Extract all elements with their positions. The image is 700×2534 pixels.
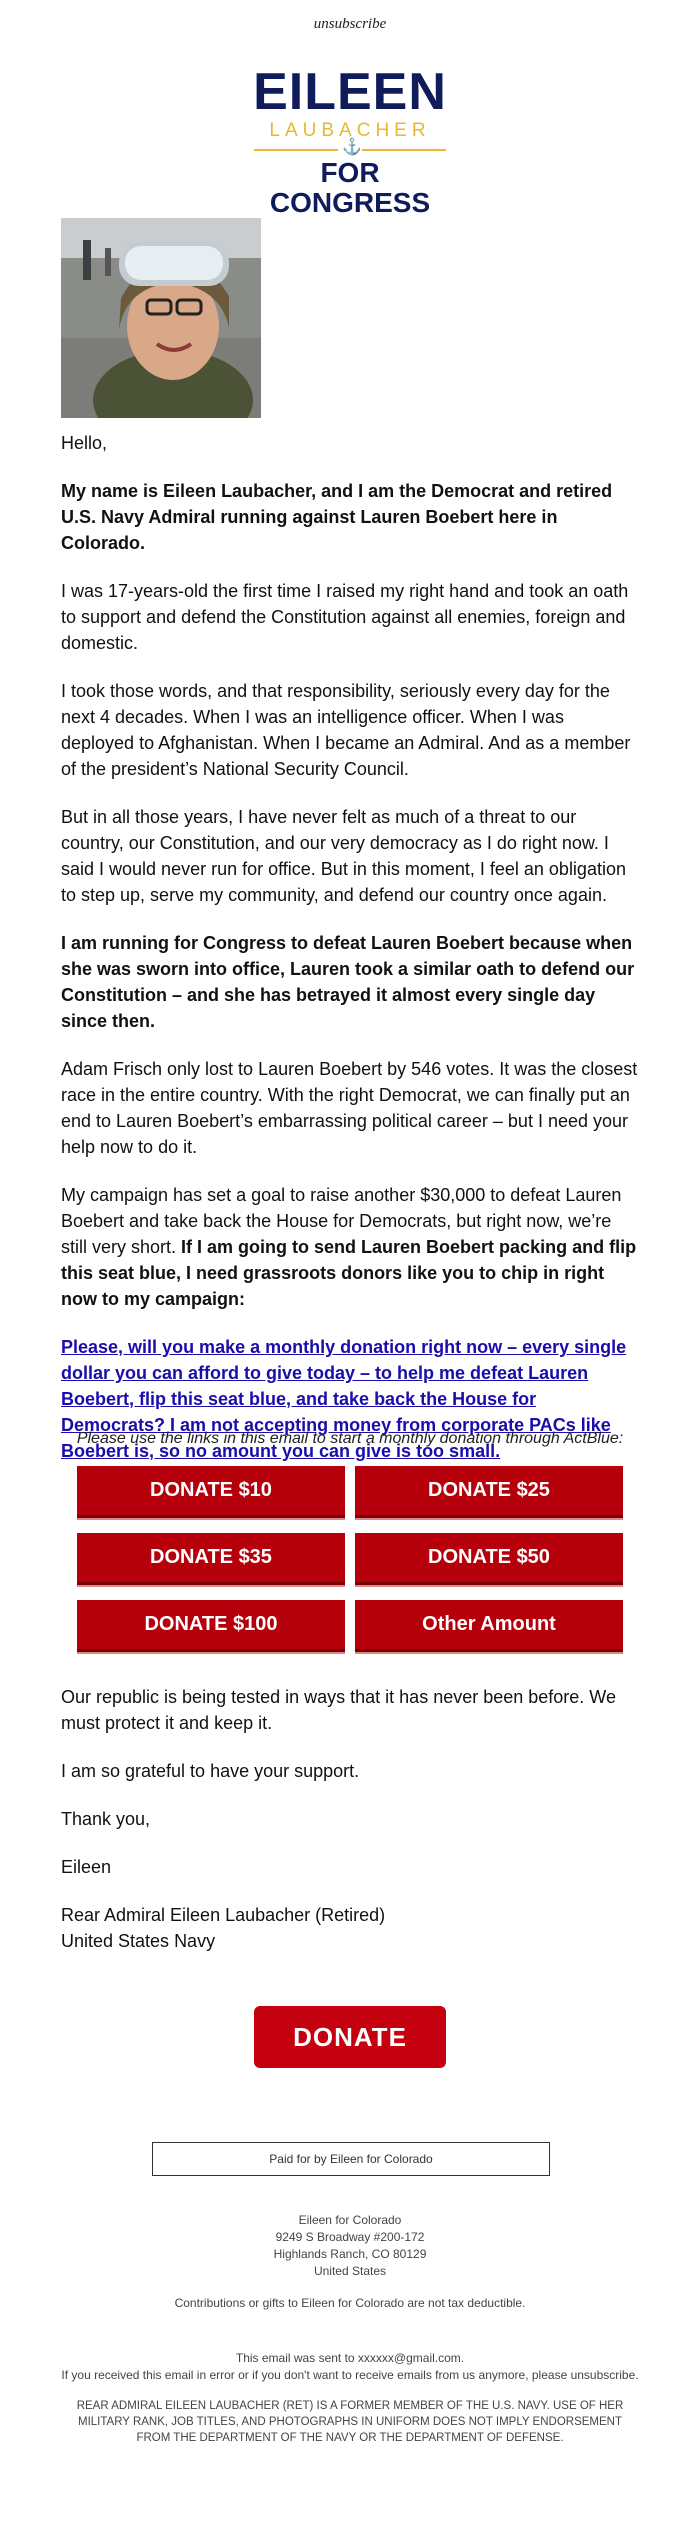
footer-sent-to: This email was sent to xxxxxx@gmail.com. [235,2351,465,2365]
monthly-donation-link[interactable]: Please, will you make a monthly donation right now – every single dollar you can afford to give today – to help me defeat Lauren Boebert, flip this seat blue, and take back the House for Democrats? I am not accepting money from corporate PACs like Boebert is, so no amount you can give is too small. [61,1337,627,1461]
paid-for-box: Paid for by Eileen for Colorado [152,2142,550,2176]
actblue-note: Please use the links in this email to start a monthly donation through ActBlue: [76,1430,624,1447]
donate-button[interactable]: DONATE [254,2006,446,2068]
goal-text: My campaign has set a goal to raise another $30,000 to defeat Lauren Boebert and take back the House for Democrats, but right now, we’re still very short. [61,1185,622,1257]
footer-unsubscribe-note[interactable]: If you received this email in error or if you don't want to receive emails from us anymore, please unsubscribe. [61,2368,639,2382]
greeting: Hello, [61,433,108,453]
donate-50-button[interactable]: DONATE $50 [355,1533,623,1585]
anchor-icon: ⚓ [342,139,362,156]
goal-ask: If I am going to send Lauren Boebert packing and flip this seat blue, I need grassroots donors like you to chip in right now to my campaign: [61,1237,637,1309]
sign-off: Thank you, [61,1809,151,1829]
email-body [61,430,639,1486]
paragraph-service: I took those words, and that responsibility, seriously every day for the next 4 decades. When I was an intelligence officer. When I was deployed to Afghanistan. When I became an Admiral. And as a member of the president’s National Security Council. [61,681,631,779]
footer-sent-note [0,2350,700,2384]
footer-city: Highlands Ranch, CO 80129 [273,2247,427,2261]
intro-paragraph: My name is Eileen Laubacher, and I am the Democrat and retired U.S. Navy Admiral running against Lauren Boebert here in Colorado. [61,481,613,553]
signature-title [61,1902,639,1954]
footer-address [0,2212,700,2280]
candidate-photo [61,218,261,418]
paragraph-oath: I was 17-years-old the first time I raised my right hand and took an oath to support and defend the Constitution against all enemies, foreign and domestic. [61,581,629,653]
donate-25-button[interactable]: DONATE $25 [355,1466,623,1518]
footer-legal-disclaimer: REAR ADMIRAL EILEEN LAUBACHER (RET) IS A FORMER MEMBER OF THE U.S. NAVY. USE OF HER MILITARY RANK, JOB TITLES, AND PHOTOGRAPHS IN UNIFORM DOES NOT IMPLY ENDORSEMENT FROM THE DEPARTMENT OF THE NAVY OR THE DEPARTMENT OF DEFENSE. [76,2400,624,2444]
paragraph-republic: Our republic is being tested in ways that it has never been before. We must protect it and keep it. [61,1687,616,1733]
paragraph-threat: But in all those years, I have never felt as much of a threat to our country, our Constitution, and our very democracy as I do right now. I said I would never run for office. But in this moment, I feel an obligation to step up, serve my community, and defend our country once again. [61,807,626,905]
donate-35-button[interactable]: DONATE $35 [77,1533,345,1585]
logo-surname: LAUBACHER [269,120,431,141]
paragraph-frisch: Adam Frisch only lost to Lauren Boebert by 546 votes. It was the closest race in the entire country. With the right Democrat, we can finally put an end to Lauren Boebert’s embarrassing political career – but I need your help now to do it. [61,1059,638,1157]
logo-name: EILEEN [253,63,447,121]
logo-tagline: FOR CONGRESS [269,157,431,218]
logo-divider [254,139,446,156]
donate-100-button[interactable]: DONATE $100 [77,1600,345,1652]
email-closing [61,1684,639,1976]
donate-other-button[interactable]: Other Amount [355,1600,623,1652]
footer-street: 9249 S Broadway #200-172 [275,2230,425,2244]
footer-country: United States [313,2264,387,2278]
unsubscribe-link[interactable]: unsubscribe [313,16,387,32]
paragraph-running: I am running for Congress to defeat Lauren Boebert because when she was sworn into office, Lauren took a similar oath to defend our Constitution – and she has betrayed it almost every single day since then. [61,933,635,1031]
donate-10-button[interactable]: DONATE $10 [77,1466,345,1518]
signature-rank: Rear Admiral Eileen Laubacher (Retired) [61,1905,386,1925]
footer-org: Eileen for Colorado [298,2213,402,2227]
campaign-logo [250,63,450,218]
paragraph-goal [61,1182,639,1312]
signature-name: Eileen [61,1857,112,1877]
footer-tax-note: Contributions or gifts to Eileen for Colorado are not tax deductible. [174,2296,526,2310]
signature-branch: United States Navy [61,1931,216,1951]
paragraph-grateful: I am so grateful to have your support. [61,1761,360,1781]
